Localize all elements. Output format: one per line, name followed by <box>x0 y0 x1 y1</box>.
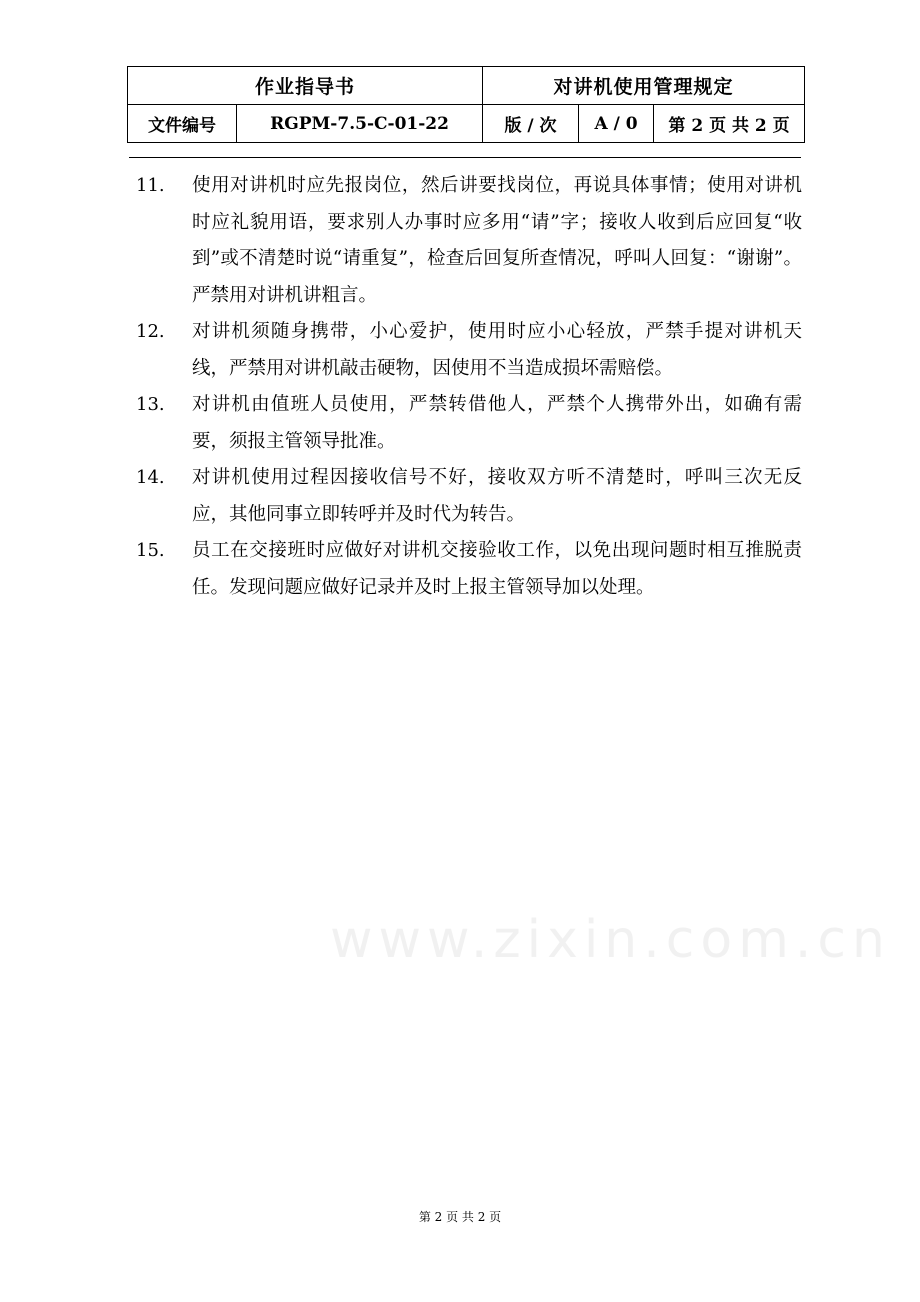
doc-type: 作业指导书 <box>128 67 483 105</box>
document-header-table <box>127 66 805 143</box>
separator-line <box>129 157 801 158</box>
item-number: 13. <box>136 394 165 415</box>
list-item <box>136 387 802 460</box>
item-number: 15. <box>136 540 165 561</box>
doc-title: 对讲机使用管理规定 <box>483 67 805 105</box>
item-text: 员工在交接班时应做好对讲机交接验收工作，以免出现问题时相互推脱责任。发现问题应做好记录并及时上报主管领导加以处理。 <box>192 540 802 598</box>
item-text: 使用对讲机时应先报岗位，然后讲要找岗位，再说具体事情；使用对讲机时应礼貌用语，要求别人办事时应多用“请”字；接收人收到后应回复“收到”或不清楚时说“请重复”，检查后回复所查情况，呼叫人回复：“谢谢”。严禁用对讲机讲粗言。 <box>192 175 802 306</box>
list-item <box>136 533 802 606</box>
item-number: 14. <box>136 467 165 488</box>
page-info: 第 2 页 共 2 页 <box>654 105 805 143</box>
item-text: 对讲机须随身携带，小心爱护，使用时应小心轻放，严禁手提对讲机天线，严禁用对讲机敲击硬物，因使用不当造成损坏需赔偿。 <box>192 321 802 379</box>
version-value: A / 0 <box>579 105 654 143</box>
item-text: 对讲机由值班人员使用，严禁转借他人，严禁个人携带外出，如确有需要，须报主管领导批准。 <box>192 394 802 452</box>
file-no-label: 文件编号 <box>128 105 237 143</box>
version-label: 版 / 次 <box>483 105 579 143</box>
page-footer: 第 2 页 共 2 页 <box>418 1210 502 1224</box>
rules-list <box>136 168 802 606</box>
list-item <box>136 168 802 314</box>
list-item <box>136 460 802 533</box>
list-item <box>136 314 802 387</box>
item-text: 对讲机使用过程因接收信号不好，接收双方听不清楚时，呼叫三次无反应，其他同事立即转呼并及时代为转告。 <box>192 467 802 525</box>
item-number: 12. <box>136 321 165 342</box>
watermark: www.zixin.com.cn <box>330 910 891 970</box>
item-number: 11. <box>136 175 165 196</box>
file-no: RGPM-7.5-C-01-22 <box>237 105 483 143</box>
